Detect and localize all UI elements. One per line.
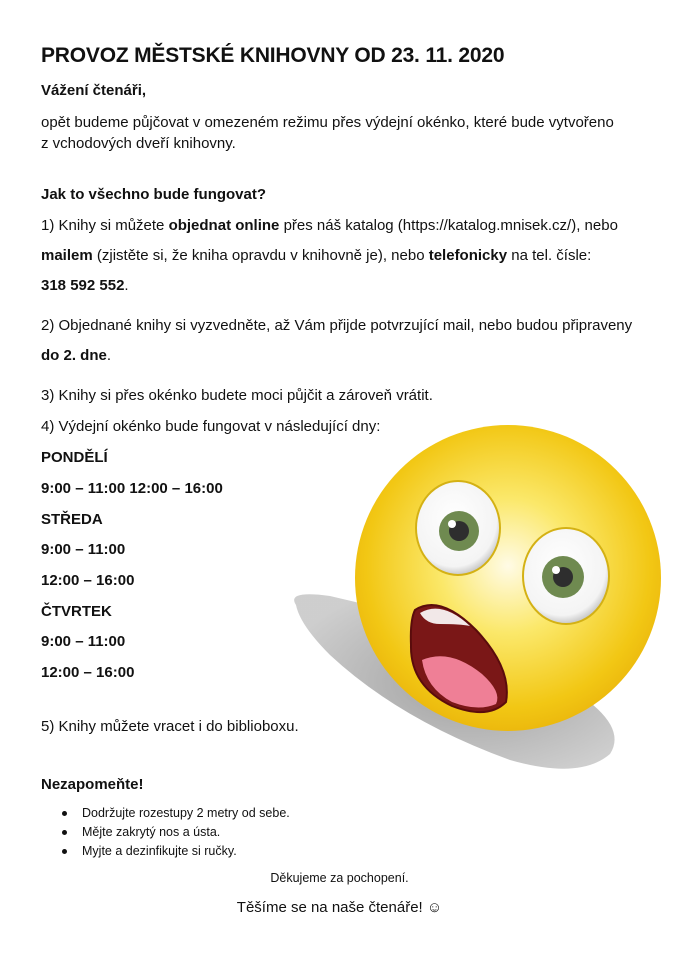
item-2-end: .	[106, 347, 112, 364]
closing-text: Těšíme se na naše čtenáře! ☺	[236, 899, 443, 916]
hours-thursday-afternoon: 12:00 – 16:00	[41, 664, 135, 681]
reminder-item: Mějte zakrytý nos a ústa.	[58, 823, 290, 842]
item-1-line-2	[41, 246, 591, 266]
greeting: Vážení čtenáři,	[41, 82, 147, 99]
smiley-face	[355, 425, 661, 731]
item-1-line-1	[41, 216, 618, 236]
day-wednesday: STŘEDA	[41, 511, 103, 528]
item-1-text-b: (zjistěte si, že kniha opravdu v knihovně je), nebo	[92, 247, 429, 264]
item-3: 3) Knihy si přes okénko budete moci půjčit a zároveň vrátit.	[41, 387, 433, 404]
hours-monday: 9:00 – 11:00 12:00 – 16:00	[41, 480, 223, 497]
hours-wednesday-morning: 9:00 – 11:00	[41, 541, 126, 558]
reminder-list	[58, 804, 290, 861]
reminder-item: Myjte a dezinfikujte si ručky.	[58, 842, 290, 861]
day-thursday: ČTVRTEK	[41, 603, 112, 620]
intro-line-1: opět budeme půjčovat v omezeném režimu přes výdejní okénko, které bude vytvořeno	[41, 114, 614, 131]
phone-end: .	[124, 277, 129, 294]
pickup-deadline: do 2. dne	[41, 347, 107, 364]
item-1-text-b-rest: na tel. čísle:	[507, 247, 592, 264]
hours-thursday-morning: 9:00 – 11:00	[41, 633, 126, 650]
item-5: 5) Knihy můžete vracet i do biblioboxu.	[41, 718, 299, 735]
intro-line-2: z vchodových dveří knihovny.	[41, 135, 236, 152]
reminder-item: Dodržujte rozestupy 2 metry od sebe.	[58, 804, 290, 823]
phone-number: 318 592 552	[41, 277, 125, 294]
item-1-text-a-rest: přes náš katalog (https://katalog.mnisek.cz/), nebo	[279, 217, 618, 234]
phone-text: telefonicky	[428, 247, 508, 264]
item-2-line-1: 2) Objednané knihy si vyzvedněte, až Vám přijde potvrzující mail, nebo budou připraveny	[41, 317, 633, 334]
page-title: PROVOZ MĚSTSKÉ KNIHOVNY OD 23. 11. 2020	[41, 44, 505, 67]
hours-wednesday-afternoon: 12:00 – 16:00	[41, 572, 135, 589]
how-heading: Jak to všechno bude fungovat?	[41, 186, 267, 203]
order-online-text: objednat online	[168, 217, 280, 234]
item-4: 4) Výdejní okénko bude fungovat v následující dny:	[41, 418, 381, 435]
reminder-heading: Nezapomeňte!	[41, 776, 144, 793]
smiley-face-icon	[290, 420, 670, 770]
thanks-text: Děkujeme za pochopení.	[270, 871, 409, 885]
mail-text: mailem	[41, 247, 93, 264]
item-1-text-a: 1) Knihy si můžete	[41, 217, 169, 234]
day-monday: PONDĚLÍ	[41, 449, 108, 466]
item-2-line-2	[41, 346, 111, 366]
item-1-line-3	[41, 276, 129, 296]
